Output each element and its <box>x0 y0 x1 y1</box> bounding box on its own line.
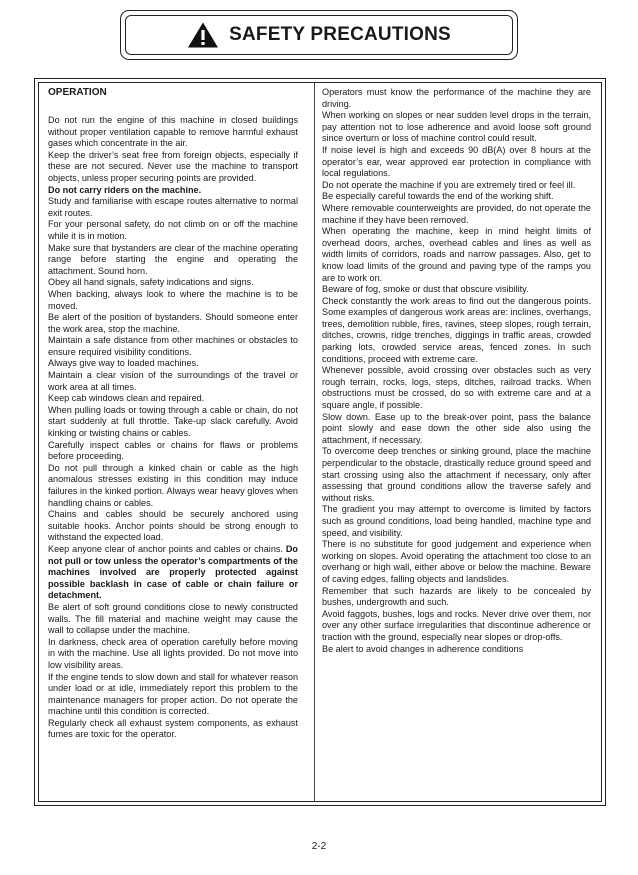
paragraph: To overcome deep trenches or sinking ground, place the machine perpendicular to the obstacle, drastically reduce ground speed and start crossing using also the attachment if necessary, only after assessing that ground conditions allow the traverse safely and without risks. <box>322 446 591 503</box>
paragraph: Remember that such hazards are likely to be concealed by bushes, undergrowth and such. <box>322 585 591 608</box>
paragraph: If noise level is high and exceeds 90 dB(A) over 8 hours at the operator’s ear, wear approved ear protection in compliance with local regulations. <box>322 144 591 179</box>
paragraph: Obey all hand signals, safety indications and signs. <box>48 277 254 288</box>
paragraph: Do not run the engine of this machine in closed buildings without proper ventilation capable to remove harmful exhaust gases which concentrate in the air. <box>48 115 298 149</box>
paragraph: Check constantly the work areas to find out the dangerous points. Some examples of dangerous work areas are: inclines, overhangs, trees, demolition rubble, fires, ravines, steep slopes, rough terrain, ditches, crowns, ridge trenches, diggings in traffic areas, crowded parking lots, crowded service areas, fenced zones. In such conditions, proceed with extreme care. <box>322 295 591 364</box>
paragraph: Be alert of soft ground conditions close to newly constructed walls. The fill material and machine weight may cause the wall to collapse under the machine. <box>48 601 298 636</box>
paragraph: Carefully inspect cables or chains for flaws or problems before proceeding. <box>48 439 298 462</box>
title-banner-inner <box>125 15 513 55</box>
paragraph: There is no substitute for good judgement and experience when working on slopes. Avoid operating the attachment too close to an overhang or high wall, either above or below the machine. Beware of caving edges, falling objects and landslides. <box>322 539 591 584</box>
paragraph-bold: Do not carry riders on the machine. <box>48 184 202 195</box>
paragraph: Be alert of the position of bystanders. Should someone enter the work area, stop the machine. <box>48 312 298 334</box>
paragraph: Always give way to loaded machines. <box>48 358 199 369</box>
paragraph-text: Keep anyone clear of anchor points and cables or chains. <box>48 543 283 554</box>
paragraph: Where removable counterweights are provided, do not operate the machine if they have been removed. <box>322 202 591 225</box>
page-number: 2-2 <box>311 841 327 852</box>
paragraph-mixed <box>48 544 298 602</box>
paragraph: Keep cab windows clean and repaired. <box>48 393 205 404</box>
paragraph: Slow down. Ease up to the break-over point, pass the balance point slowly and ease down the other side also using the attachment, if necessary. <box>322 411 591 445</box>
right-column <box>322 87 591 655</box>
paragraph: Study and familiarise with escape routes alternative to normal exit routes. <box>48 196 298 218</box>
paragraph: Keep the driver’s seat free from foreign objects, especially if these are not secured. Never use the machine to transport objects, unless proper securing points are provided. <box>48 149 298 183</box>
paragraph: The gradient you may attempt to overcome is limited by factors such as ground conditions, load being handled, machine type and speed, and visibility. <box>322 504 591 538</box>
paragraph: Maintain a clear vision of the surroundings of the travel or work area at all times. <box>48 370 298 392</box>
paragraph: Regularly check all exhaust system components, as exhaust fumes are toxic for the operator. <box>48 717 298 740</box>
paragraph: Make sure that bystanders are clear of the machine operating range before starting the engine and operating the attachment. Sound horn. <box>48 242 298 276</box>
paragraph: Beware of fog, smoke or dust that obscure visibility. <box>322 284 529 295</box>
paragraph: When pulling loads or towing through a cable or chain, do not start suddenly at full throttle. Take-up slack carefully. Avoid kinking or twisting chains or cables. <box>48 404 298 439</box>
paragraph: Do not operate the machine if you are extremely tired or feel ill. <box>322 179 576 190</box>
paragraph: For your personal safety, do not climb on or off the machine while it is in motion. <box>48 219 298 241</box>
paragraph: In darkness, check area of operation carefully before moving in with the machine. Use all lights provided. Do not move into low visibility areas. <box>48 636 298 670</box>
paragraph: If the engine tends to slow down and stall for whatever reason under load or at idle, immediately report this problem to the maintenance managers for proper action. Do not operate the machine until this condition is corrected. <box>48 671 298 717</box>
section-heading: OPERATION <box>48 87 107 98</box>
paragraph: Whenever possible, avoid crossing over obstacles such as very rough terrain, rocks, logs, steps, ditches, railroad tracks. When obstructions must be crossed, do so with extreme care and at a square angle, if possible. <box>322 365 591 411</box>
paragraph: When working on slopes or near sudden level drops in the terrain, pay attention not to lose adherence and avoid loose soft ground since overturn or loss of machine control could result. <box>322 110 591 144</box>
paragraph: Avoid faggots, bushes, logs and rocks. Never drive over them, nor over any other surface irregularities that discontinue adherence or traction with the ground, especially near slopes or drop-offs. <box>322 608 591 642</box>
paragraph: Do not pull through a kinked chain or cable as the high anomalous stresses existing in this condition may induce failures in the kinked portion. Always wear heavy gloves when handling chains or cables. <box>48 462 298 508</box>
column-divider <box>314 83 315 801</box>
paragraph: Be alert to avoid changes in adherence conditions <box>322 643 524 654</box>
content-frame-inner <box>38 82 602 802</box>
left-column <box>48 87 298 741</box>
warning-triangle-icon <box>187 21 219 49</box>
paragraph: Operators must know the performance of the machine they are driving. <box>322 87 591 109</box>
paragraph: Chains and cables should be securely anchored using suitable hooks. Anchor points should be strong enough to withstand the expected load. <box>48 509 298 543</box>
paragraph: Be especially careful towards the end of the working shift. <box>322 191 554 202</box>
paragraph-bold-text: Do not pull or tow unless the operator’s compartments of the machines involved are properly protected against possible backlash in case of cable or chain failure or detachment. <box>48 543 298 601</box>
paragraph: When operating the machine, keep in mind height limits of overhead doors, arches, overhead cables and lines as well as width limits of corridors, roads and narrow passages. Also, get to know load limits of the ground and paving type of the ramps you are to work on. <box>322 226 591 283</box>
paragraph: When backing, always look to where the machine is to be moved. <box>48 288 298 311</box>
title-banner <box>120 10 518 60</box>
content-frame <box>34 78 606 806</box>
page-title: SAFETY PRECAUTIONS <box>229 24 451 45</box>
paragraph: Maintain a safe distance from other machines or obstacles to ensure required visibility conditions. <box>48 335 298 357</box>
